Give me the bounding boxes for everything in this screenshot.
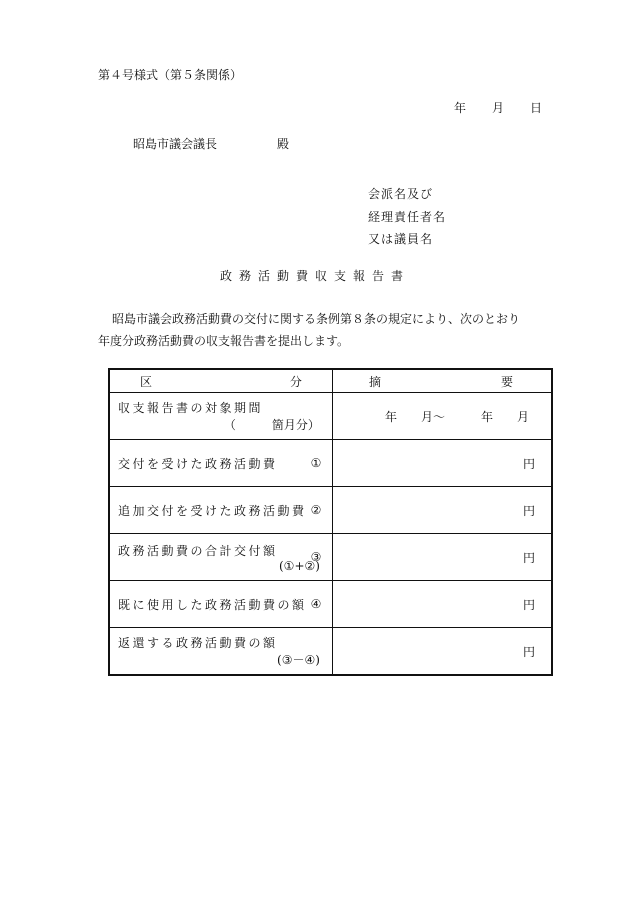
- header-category-a: 区: [140, 374, 153, 389]
- row-label-cell: [109, 534, 332, 581]
- row-amount-cell[interactable]: [332, 581, 552, 628]
- report-table: [108, 368, 553, 676]
- table-row: [109, 487, 552, 534]
- row-label-cell: [109, 628, 332, 676]
- body-line-2: 年度分政務活動費の収支報告書を提出します。: [98, 334, 350, 348]
- document-title: 政務活動費収支報告書: [219, 269, 410, 283]
- header-summary-b: 要: [500, 374, 513, 389]
- header-summary-a: 摘: [368, 374, 381, 389]
- period-year-1: 年: [384, 409, 397, 424]
- row-formula: (①+②): [279, 558, 320, 573]
- table-row: [109, 628, 552, 676]
- submitter-line-1: 会派名及び: [368, 187, 434, 201]
- body-line-1: 昭島市議会政務活動費の交付に関する条例第８条の規定により、次のとおり: [112, 312, 521, 326]
- row-label-cell: [109, 440, 332, 487]
- row-label-cell: [109, 487, 332, 534]
- row-label: 追加交付を受けた政務活動費: [118, 503, 307, 518]
- yen-unit: 円: [522, 597, 535, 612]
- submitter-block: [368, 183, 446, 251]
- table-row: [109, 534, 552, 581]
- row-amount-cell[interactable]: [332, 534, 552, 581]
- submitter-line-3: 又は議員名: [368, 232, 434, 246]
- row-mark: ②: [310, 503, 324, 517]
- row-mark: ①: [310, 456, 324, 470]
- period-year-2: 年: [480, 409, 493, 424]
- date-year-label: 年: [453, 101, 466, 115]
- table-row: [109, 393, 552, 440]
- row-amount-cell[interactable]: [332, 628, 552, 676]
- yen-unit: 円: [522, 644, 535, 659]
- table-row: [109, 440, 552, 487]
- row-formula: (③－④): [277, 653, 320, 667]
- date-line: [454, 99, 542, 116]
- yen-unit: 円: [522, 456, 535, 471]
- row-mark: ③: [310, 550, 324, 564]
- row-label: 政務活動費の合計交付額: [118, 543, 278, 558]
- row-amount-cell[interactable]: [332, 487, 552, 534]
- row-label: 既に使用した政務活動費の額: [118, 597, 307, 612]
- row-label: 交付を受けた政務活動費: [118, 456, 278, 471]
- period-value-cell[interactable]: [332, 393, 552, 440]
- addressee-name: 昭島市議会議長: [133, 137, 218, 151]
- submitter-line-2: 経理責任者名: [368, 209, 447, 224]
- period-months: （ 箇月分）: [223, 418, 320, 432]
- period-label: 収支報告書の対象期間: [118, 401, 264, 415]
- header-category-b: 分: [289, 374, 302, 389]
- addressee: [133, 135, 289, 152]
- row-label-cell: [109, 581, 332, 628]
- header-summary: [332, 369, 552, 393]
- period-label-cell: [109, 393, 332, 440]
- row-label: 返還する政務活動費の額: [118, 636, 278, 650]
- header-category: [109, 369, 332, 393]
- form-number: 第４号様式（第５条関係）: [98, 68, 243, 82]
- period-month-1: 月～: [420, 409, 445, 424]
- period-month-2: 月: [516, 409, 529, 424]
- row-mark: ④: [310, 597, 324, 611]
- yen-unit: 円: [522, 503, 535, 518]
- table-header-row: [109, 369, 552, 393]
- row-amount-cell[interactable]: [332, 440, 552, 487]
- yen-unit: 円: [522, 550, 535, 565]
- body-paragraph: [98, 308, 538, 352]
- date-day-label: 日: [529, 101, 542, 115]
- date-month-label: 月: [491, 101, 504, 115]
- table-row: [109, 581, 552, 628]
- honorific: 殿: [277, 137, 290, 151]
